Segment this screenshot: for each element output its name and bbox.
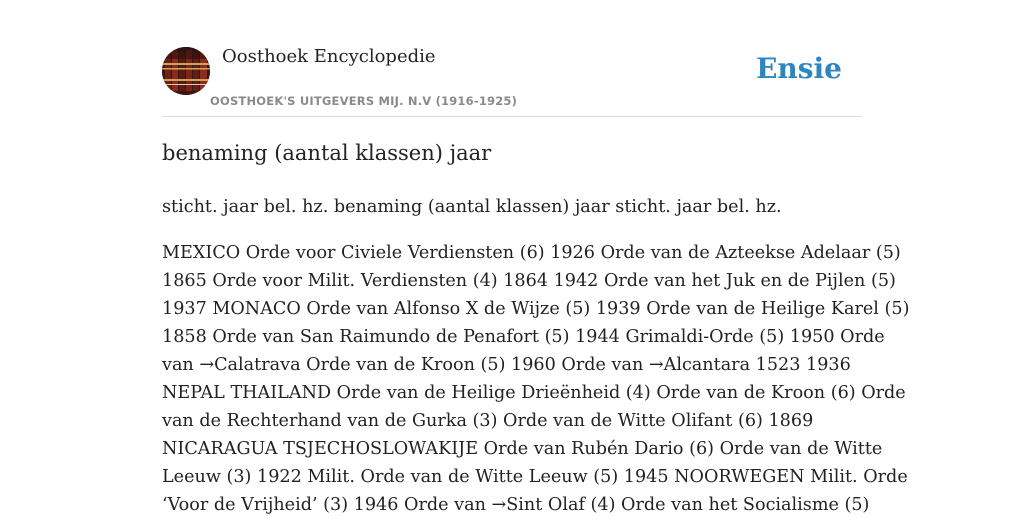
paragraph-line: van →Calatrava Orde van de Kroon (5) 1960 Orde van →Alcantara 1523 1936 xyxy=(162,355,851,375)
book-spines-icon xyxy=(162,47,210,95)
paragraph-line: NEPAL THAILAND Orde van de Heilige Drieënheid (4) Orde van de Kroon (6) Orde xyxy=(162,383,906,403)
paragraph-line: 1937 MONACO Orde van Alfonso X de Wijze (5) 1939 Orde van de Heilige Karel (5) xyxy=(162,299,910,319)
paragraph-line: van de Rechterhand van de Gurka (3) Orde van de Witte Olifant (6) 1869 xyxy=(162,411,814,431)
paragraph-line: Leeuw (3) 1922 Milit. Orde van de Witte Leeuw (5) 1945 NOORWEGEN Milit. Orde xyxy=(162,467,908,487)
paragraph-line: NICARAGUA TSJECHOSLOWAKIJE Orde van Rubén Dario (6) Orde van de Witte xyxy=(162,439,883,459)
paragraph-line: ‘Voor de Vrijheid’ (3) 1946 Orde van →Sint Olaf (4) Orde van het Socialisme (5) xyxy=(162,495,870,515)
publisher-subtitle: OOSTHOEK'S UITGEVERS MIJ. N.V (1916-1925) xyxy=(210,94,518,108)
article-paragraph-2 xyxy=(162,239,910,519)
site-header xyxy=(162,0,862,117)
site-avatar[interactable] xyxy=(162,47,210,95)
brand-logo[interactable]: Ensie xyxy=(756,52,842,85)
paragraph-line: 1858 Orde van San Raimundo de Penafort (5) 1944 Grimaldi-Orde (5) 1950 Orde xyxy=(162,327,885,347)
page xyxy=(162,0,910,515)
article-paragraph-1: sticht. jaar bel. hz. benaming (aantal klassen) jaar sticht. jaar bel. hz. xyxy=(162,197,782,217)
paragraph-line: 1865 Orde voor Milit. Verdiensten (4) 1864 1942 Orde van het Juk en de Pijlen (5) xyxy=(162,271,896,291)
article-title: benaming (aantal klassen) jaar xyxy=(162,141,492,165)
site-name[interactable]: Oosthoek Encyclopedie xyxy=(222,46,436,67)
paragraph-line: MEXICO Orde voor Civiele Verdiensten (6) 1926 Orde van de Azteekse Adelaar (5) xyxy=(162,243,901,263)
